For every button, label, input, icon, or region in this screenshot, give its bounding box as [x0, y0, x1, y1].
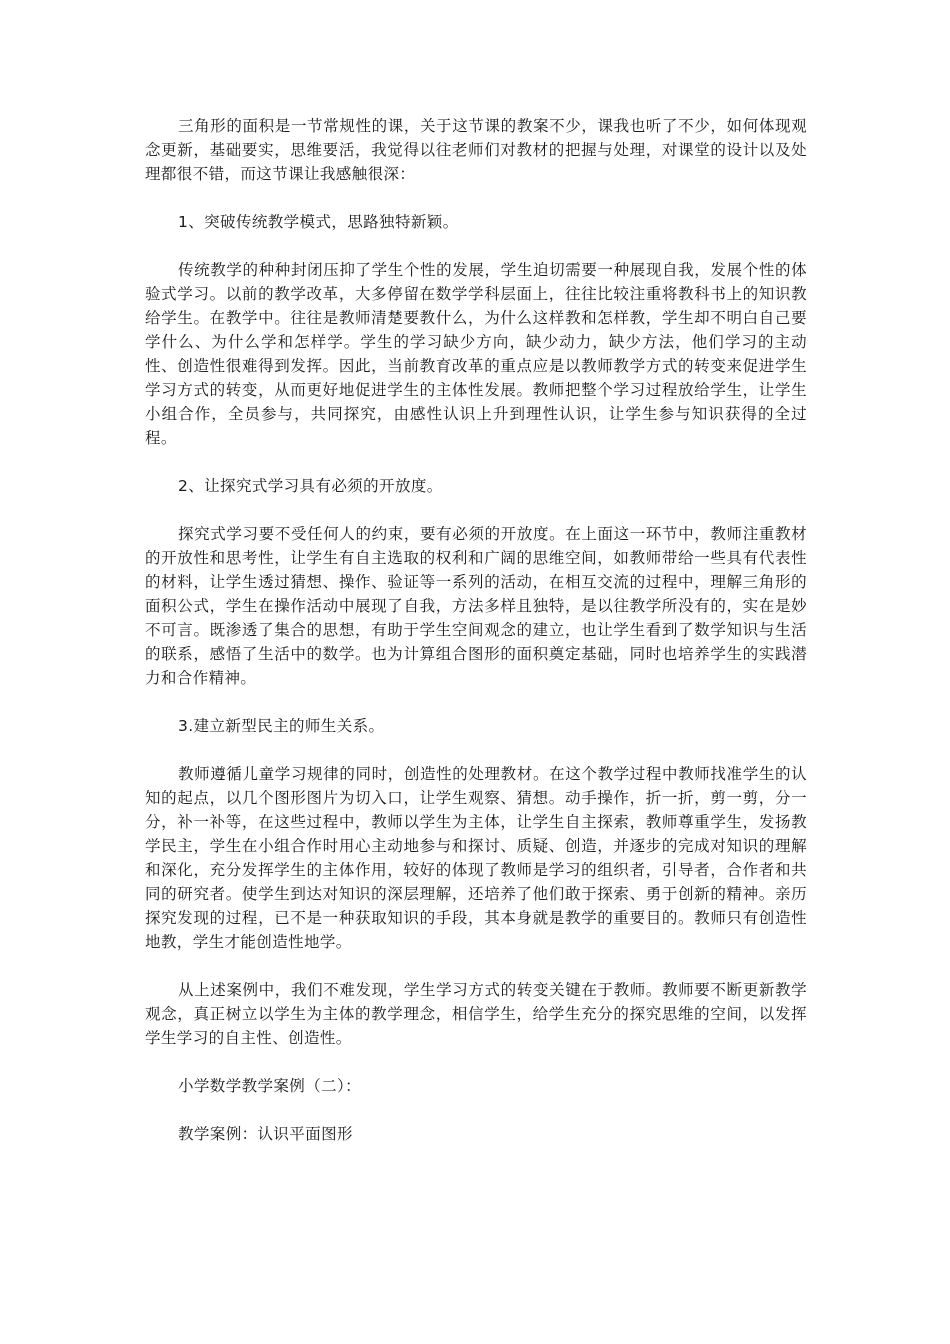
paragraph-spacer — [145, 498, 807, 522]
section-heading-1: 1、突破传统教学模式，思路独特新颖。 — [178, 213, 459, 231]
paragraph-spacer — [145, 1050, 807, 1074]
conclusion-paragraph: 从上述案例中，我们不难发现，学生学习方式的转变关键在于教师。教师要不断更新教学观念，真正树立以学生为主体的教学理念，相信学生，给学生充分的探究思维的空间，以发挥学生学习的自主性、创造性。 — [145, 981, 807, 1047]
case-two-heading: 小学数学教学案例（二）： — [178, 1077, 362, 1095]
section-2-paragraph: 探究式学习要不受任何人的约束，要有必须的开放度。在上面这一环节中，教师注重教材的开放性和思考性，让学生有自主选取的权利和广阔的思维空间，如教师带给一些具有代表性的材料，让学生透过猜想、操作、验证等一系列的活动，在相互交流的过程中，理解三角形的面积公式，学生在操作活动中展现了自我，方法多样且独特，是以往教学所没有的，实在是妙不可言。既渗透了集合的思想，有助于学生空间观念的建立，也让学生看到了数学知识与生活的联系，感悟了生活中的数学。也为计算组合图形的面积奠定基础，同时也培养学生的实践潜力和合作精神。 — [145, 525, 807, 687]
section-heading-2: 2、让探究式学习具有必须的开放度。 — [178, 477, 443, 495]
paragraph-spacer — [145, 1098, 807, 1122]
paragraph-spacer — [145, 186, 807, 210]
intro-paragraph: 三角形的面积是一节常规性的课，关于这节课的教案不少，课我也听了不少，如何体现观念更新，基础要实，思维要活，我觉得以往老师们对教材的把握与处理，对课堂的设计以及处理都很不错，而这节课让我感触很深： — [145, 117, 807, 183]
section-1-paragraph: 传统教学的种种封闭压抑了学生个性的发展，学生迫切需要一种展现自我，发展个性的体验式学习。以前的教学改革，大多停留在数学学科层面上，往往比较注重将教科书上的知识教给学生。在教学中。往往是教师清楚要教什么，为什么这样教和怎样教，学生却不明白自己要学什么、为什么学和怎样学。学生的学习缺少方向，缺少动力，缺少方法，他们学习的主动性、创造性很难得到发挥。因此，当前教育改革的重点应是以教师教学方式的转变来促进学生学习方式的转变，从而更好地促进学生的主体性发展。教师把整个学习过程放给学生，让学生小组合作，全员参与，共同探究，由感性认识上升到理性认识，让学生参与知识获得的全过程。 — [145, 261, 807, 447]
paragraph-spacer — [145, 954, 807, 978]
paragraph-spacer — [145, 690, 807, 714]
case-title-heading: 教学案例：认识平面图形 — [178, 1125, 353, 1143]
document-body — [145, 114, 807, 1146]
paragraph-spacer — [145, 234, 807, 258]
paragraph-spacer — [145, 738, 807, 762]
paragraph-spacer — [145, 450, 807, 474]
section-3-paragraph: 教师遵循儿童学习规律的同时，创造性的处理教材。在这个教学过程中教师找准学生的认知的起点，以几个图形图片为切入口，让学生观察、猜想。动手操作，折一折，剪一剪，分一分，补一补等，在这些过程中，教师以学生为主体，让学生自主探索，教师尊重学生，发扬教学民主，学生在小组合作时用心主动地参与和探讨、质疑、创造，并逐步的完成对知识的理解和深化，充分发挥学生的主体作用，较好的体现了教师是学习的组织者，引导者，合作者和共同的研究者。使学生到达对知识的深层理解，还培养了他们敢于探索、勇于创新的精神。亲历探究发现的过程，已不是一种获取知识的手段，其本身就是教学的重要目的。教师只有创造性地教，学生才能创造性地学。 — [145, 765, 807, 951]
section-heading-3: 3.建立新型民主的师生关系。 — [178, 717, 385, 735]
